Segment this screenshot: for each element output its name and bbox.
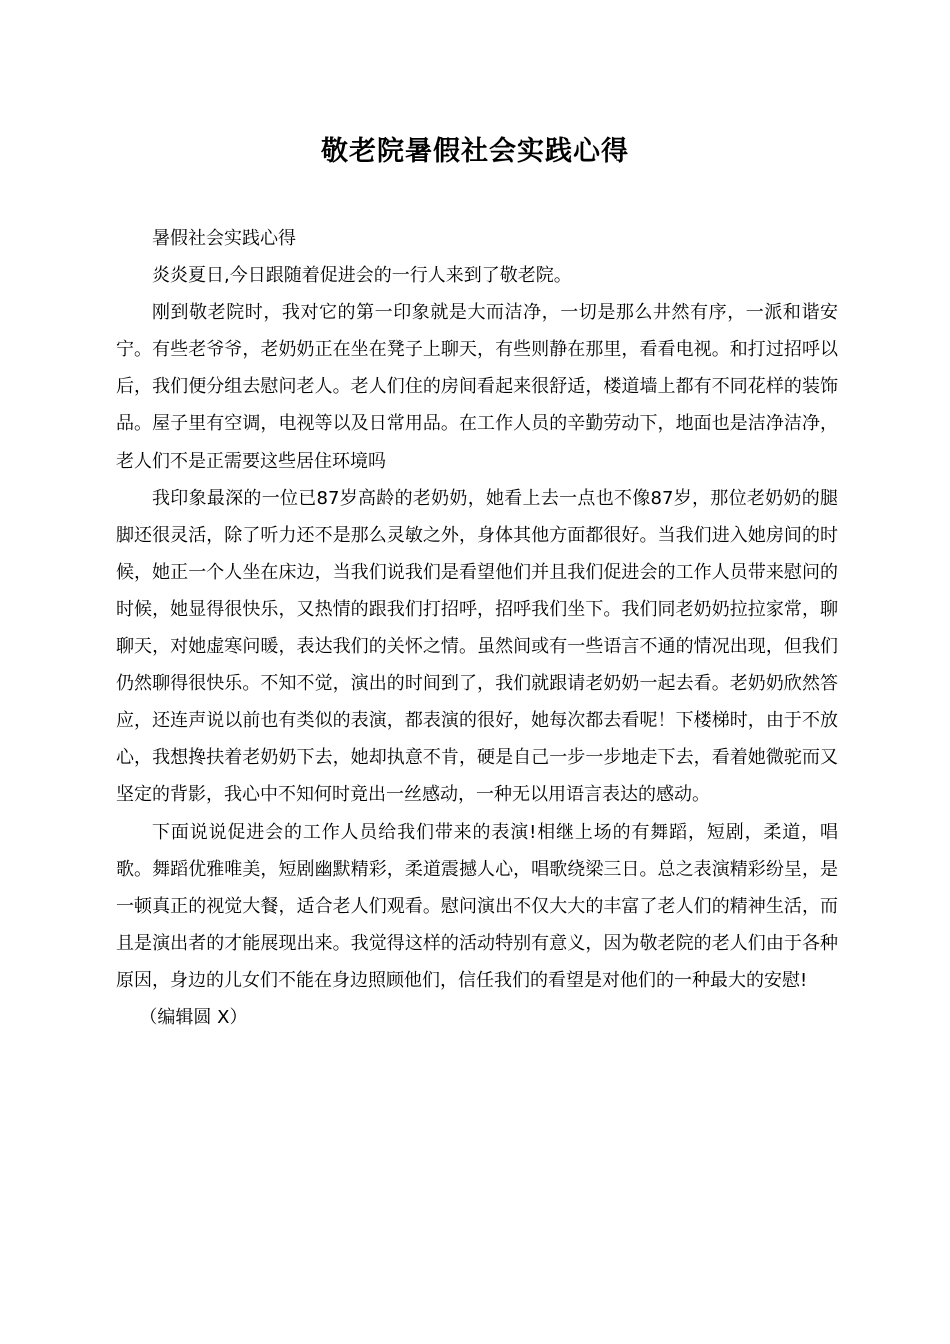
paragraph-first-impression: 刚到敬老院时，我对它的第一印象就是大而洁净，一切是那么井然有序，一派和谐安宁。有些老爷爷，老奶奶正在坐在凳子上聊天，有些则静在那里，看看电视。和打过招呼以后，我们便分组去慰问老人。老人们住的房间看起来很舒适，楼道墙上都有不同花样的装饰品。屋子里有空调，电视等以及日常用品。在工作人员的辛勤劳动下，地面也是洁净洁净，老人们不是正需要这些居住环境吗 [116,302,838,472]
paragraph-intro: 炎炎夏日,今日跟随着促进会的一行人来到了敬老院。 [152,265,572,287]
document-subtitle: 暑假社会实践心得 [152,228,296,249]
paragraph-grandmother: 我印象最深的一位已87岁高龄的老奶奶，她看上去一点也不像87岁，那位老奶奶的腿脚还很灵活，除了听力还不是那么灵敏之外，身体其他方面都很好。当我们进入她房间的时候，她正一个人坐在床边，当我们说我们是看望他们并且我们促进会的工作人员带来慰问的时候，她显得很快乐，又热情的跟我们打招呼，招呼我们坐下。我们同老奶奶拉拉家常，聊聊天，对她虚寒问暖，表达我们的关怀之情。虽然间或有一些语言不通的情况出现，但我们仍然聊得很快乐。不知不觉，演出的时间到了，我们就跟请老奶奶一起去看。老奶奶欣然答应，还连声说以前也有类似的表演，都表演的很好，她每次都去看呢！下楼梯时，由于不放心，我想搀扶着老奶奶下去，她却执意不肯，硬是自己一步一步地走下去，看着她微驼而又坚定的背影，我心中不知何时竟出一丝感动，一种无以用语言表达的感动。 [116,487,838,806]
document-body [116,220,838,1036]
paragraph-performance: 下面说说促进会的工作人员给我们带来的表演!相继上场的有舞蹈，短剧，柔道，唱歌。舞蹈优雅唯美，短剧幽默精彩，柔道震撼人心，唱歌绕梁三日。总之表演精彩纷呈，是一顿真正的视觉大餐，适合老人们观看。慰问演出不仅大大的丰富了老人们的精神生活，而且是演出者的才能展现出来。我觉得这样的活动特别有意义，因为敬老院的老人们由于各种原因，身边的儿女们不能在身边照顾他们，信任我们的看望是对他们的一种最大的安慰! [116,821,838,991]
document-title: 敬老院暑假社会实践心得 [321,136,629,167]
editor-credit: （编辑圆 X） [139,1006,248,1028]
